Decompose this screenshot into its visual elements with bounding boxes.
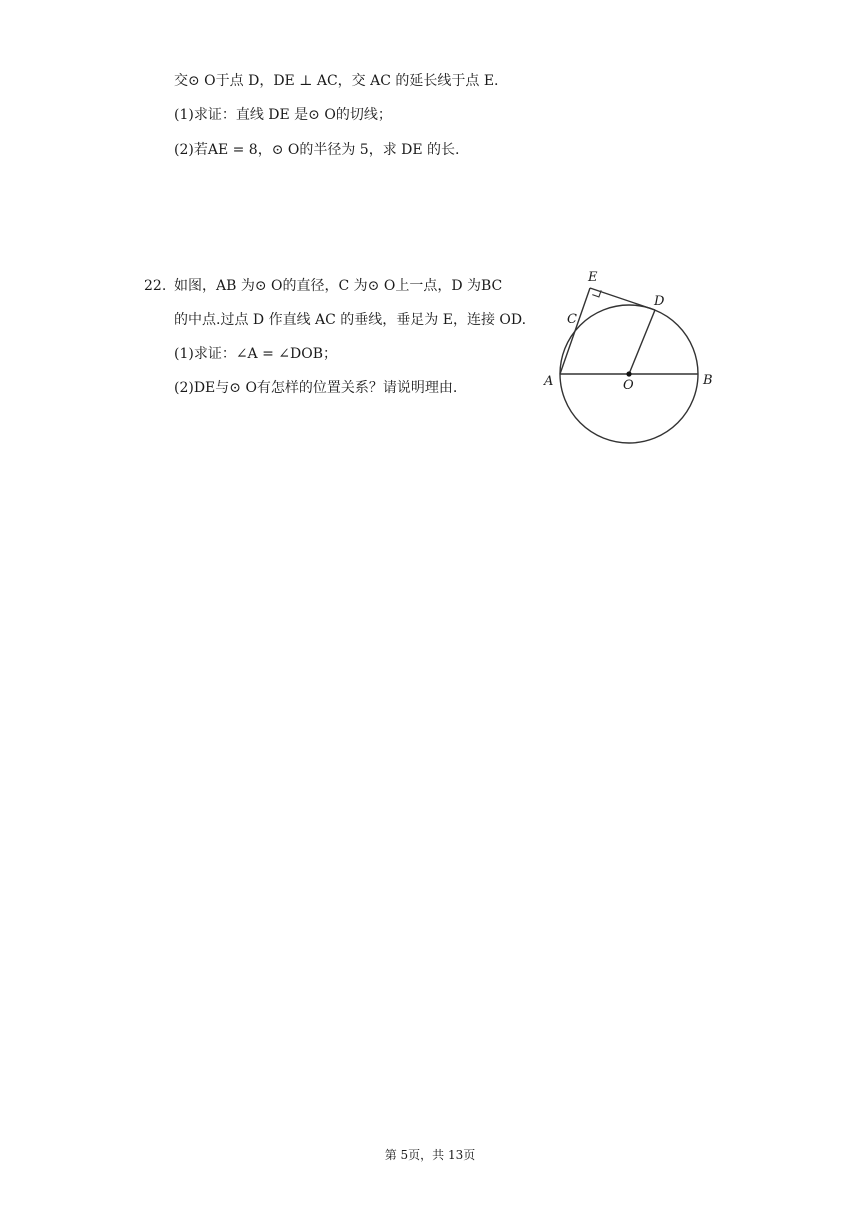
- problem-statement-line-1: 如图，AB 为⊙ O的直径，C 为⊙ O上一点，D 为BC: [174, 278, 503, 294]
- segment-ae: [560, 288, 590, 374]
- label-b: B: [703, 373, 713, 388]
- label-o: O: [623, 378, 634, 393]
- center-point: [626, 371, 631, 376]
- problem-statement-line-2: 的中点.过点 D 作直线 AC 的垂线，垂足为 E，连接 OD.: [174, 312, 527, 328]
- prev-problem-line: 交⊙ O于点 D，DE ⊥ AC，交 AC 的延长线于点 E.: [174, 73, 499, 89]
- page-footer: 第 5页，共 13页: [384, 1148, 476, 1162]
- label-a: A: [544, 374, 554, 389]
- label-c: C: [567, 312, 577, 327]
- problem-part-2: (2)DE与⊙ O有怎样的位置关系？请说明理由.: [174, 380, 458, 396]
- prev-problem-part-1: (1)求证：直线 DE 是⊙ O的切线；: [174, 107, 392, 123]
- segment-ed: [590, 288, 655, 310]
- label-d: D: [654, 294, 665, 309]
- segment-od: [629, 310, 655, 374]
- prev-problem-part-2: (2)若AE = 8，⊙ O的半径为 5，求 DE 的长.: [174, 142, 460, 158]
- label-e: E: [588, 270, 598, 285]
- problem-number: 22.: [144, 278, 167, 294]
- problem-part-1: (1)求证：∠A = ∠DOB；: [174, 346, 338, 362]
